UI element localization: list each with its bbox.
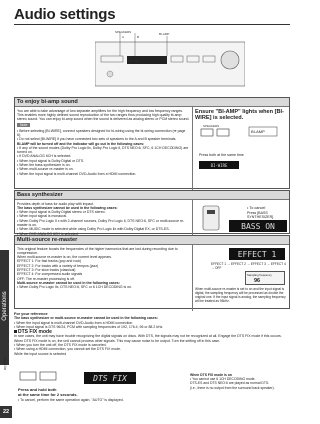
side-tab-label: Operations [2,291,8,321]
bass-line: Provides depth of bass for audio play with impact. [17,201,95,206]
dts-item: • When using a HDMI connection, you cannot set the DTS FIX mode. [14,347,122,352]
remaster-line: EFFECT 1: For fast tracks (pop and rock) [17,259,82,264]
bi-amp-cancel-title: BI-AMP will be turned off and the indicator will go out in the following cases: [17,141,145,146]
reference-block [14,312,290,356]
speakers-label: SPEAKERS [115,30,132,34]
bi-amp-case: • When multi-source re-master is on. [17,167,74,172]
bass-line: The bass synthesizer cannot be used in the following cases: [17,205,118,210]
dts-fix-display: DTS FIX [84,372,136,384]
bi-amp-display-label: BI-AMP [129,59,140,63]
remaster-line: Multi-source re-master cannot be used in the following cases: [17,280,120,285]
remaster-section [14,235,290,309]
speaker-buttons-illustration [199,123,281,151]
remaster-line: OFF: The re-master processing is off. [17,276,76,281]
dts-fix-on-block [190,373,290,390]
remaster-line: • When Dolby Pro Logic Ⅱx, DTS NEO:6, SFC or 6 1CH DECODING is on. [17,285,132,290]
bi-amp-case: • When input signal is Dolby Digital or DTS. [17,158,85,163]
bass-line: • When input signal is Dolby Digital stereo or DTS stereo. [17,210,106,215]
bi-amp-case: • If any of the sound modes (Dolby Pro Logic Ⅱx, Dolby Pro Logic Ⅱ, DTS NEO:6, SFC, 6 1CH DECODING) are turned on. [17,145,189,155]
bi-amp-button-label: BI-AMP [159,32,170,36]
bi-amp-note-2: • Do not select [BI-WIRE] if you have connected two sets of speakers to the A and B speaker terminals. [17,137,177,142]
sampling-label: Sampling frequency [247,273,272,277]
effect-sequence: EFFECT 1 → EFFECT 2 → EFFECT 3 → EFFECT 4 → OFF [211,262,286,270]
remaster-note: When multi-source re-master is set to on and the input signal is digital, the sampling frequency will be processed as double the original one. If the input signal is analog, the sampling frequency will be treated as 96kHz. [195,287,286,303]
bi-amp-case: • If DVD ANALOG 6CH is selected. [17,154,72,159]
square-bullet-icon [14,330,17,333]
speaker-b-button[interactable] [217,129,229,136]
ref-item: • When the input signal is multi-channel DVD-Audio from a HDMI connection [14,320,133,325]
amplifier-front-illustration [95,30,245,92]
remaster-line: This original feature boosts the frequencies of the higher harmonics that are lost during recording due to compression. [17,246,178,255]
bass-line: • When Dolby Pro Logic Ⅱ x with 2-channel sources, Dolby Pro Logic Ⅱ, DTS NEO:6, SFC or multi-source re-master is on. [17,218,185,227]
bi-amp-body: You are able to take advantage of two separate amplifiers for the high frequency and low frequency ranges. This enables more highly defined sound reproduction of the two ranges thus producing high quality bi-amp stereo sound. You can enjoy bi-amp sound when the sound is delivered as analog stereo or PCM stereo sound. [17,108,190,122]
bi-amp-header: To enjoy bi-amp sound [15,98,289,107]
dts-on-line: DTS-ES and DTS NEO:6 are played as normal DTS. [190,381,270,386]
dts-item: • When you turn the unit off, the DTS FIX mode is canceled. [14,343,107,348]
ref-item: • When input signal is DTS 96/24, PCM with sampling frequencies of 192, 176.4, 96 or 88.2 kHz. [14,324,164,329]
bass-on-display: BASS ON [229,220,287,232]
bass-line: • When input signal is monaural. [17,214,68,219]
bass-cancel-label: • To cancel [247,206,266,210]
bass-line: • When MUSIC mode is selected while using Dolby Pro Logic Ⅱx with Dolby Digital EX, or DTS-ES. [17,227,170,232]
same-time-text: at the same time for 2 seconds. [18,392,78,397]
remaster-line: When multi-source re-master is on, the current level appears. [17,255,112,260]
bass-cancel-instr: Press [BASS SYNTHESIZER]. [247,211,275,219]
effect-1-display: EFFECT 1 [229,248,285,260]
dts-button-1[interactable] [20,372,36,380]
remaster-line: EFFECT 2: For tracks with a variety of tempos (jazz) [17,263,99,268]
bass-synth-section [14,190,290,234]
page-title: Audio settings [14,6,116,23]
note-label: Note [17,123,30,127]
dts-cancel-note: • To cancel, perform the same operation again. "AUTO" is displayed. [18,398,124,402]
speaker-b-label: B [137,35,140,39]
bi-amp-indicator: BI-AMP [251,129,265,134]
bi-amp-section [14,97,290,189]
bi-wire-display: BI-WIRE [199,161,239,169]
press-hold-text: Press and hold both [18,387,57,392]
speaker-a-button[interactable] [201,129,213,136]
remaster-line: EFFECT 4: For compressed audio signals [17,272,83,277]
dts-button-2[interactable] [40,372,56,380]
dts-on-line: • You cannot use 6 1CH DECODING mode. [190,377,256,382]
ensure-bi-amp-text: Ensure "BI-AMP" lights when [BI-WIRE] is selected. [195,109,284,121]
bass-line: • When DVD ANALOG 6CH is selected. [17,231,79,236]
remaster-header: Multi-source re-master [15,236,289,245]
dts-fix-title: DTS FIX mode [18,329,52,336]
bi-amp-note-1: • Before selecting [BI-WIRE], connect speakers designed for bi-wiring using the bi-wiring connection (➡ page 6). [17,128,186,137]
ref-bold: The bass synthesizer or multi-source re-master cannot be used in the following cases: [14,316,158,321]
ref-title: For your reference [14,312,48,316]
doc-code: RQT7525 [3,356,7,370]
press-both-text: Press both at the same time [199,153,244,157]
dts-buttons-illustration [18,370,78,384]
dts-while: While the input source is selected [14,351,67,356]
bass-header: Bass synthesizer [15,191,289,200]
remaster-line: EFFECT 3: For slow tracks (classical) [17,267,76,272]
page-number: 22 [0,406,12,418]
speakers-label: SPEAKERS [203,124,220,128]
sampling-frequency-box [245,271,285,285]
bi-amp-case: • When the input signal is multi-channel DVD-Audio from a HDMI connection. [17,171,137,176]
dts-body: In rare cases, the unit may have trouble recognizing the digital signals on discs. With DTS, the signals may not be recognized at all. Engage the DTS FIX mode if this occurs. When DTS FIX mode is on, the unit cannot process other signals. This may cause noise to be output. Turn the setting off in this case. [14,334,282,343]
title-divider [14,24,290,25]
speaker-a-label: A [122,35,125,39]
bass-remote-icon [199,204,223,232]
dts-on-line: (i.e., there is no output from the surround back speaker). [190,385,275,390]
dts-on-title: When DTS FIX mode is on [190,373,233,377]
sampling-value: 96 [254,278,261,284]
operations-side-tab [0,250,9,365]
bi-amp-case: • When the bass synthesizer is on. [17,163,71,168]
